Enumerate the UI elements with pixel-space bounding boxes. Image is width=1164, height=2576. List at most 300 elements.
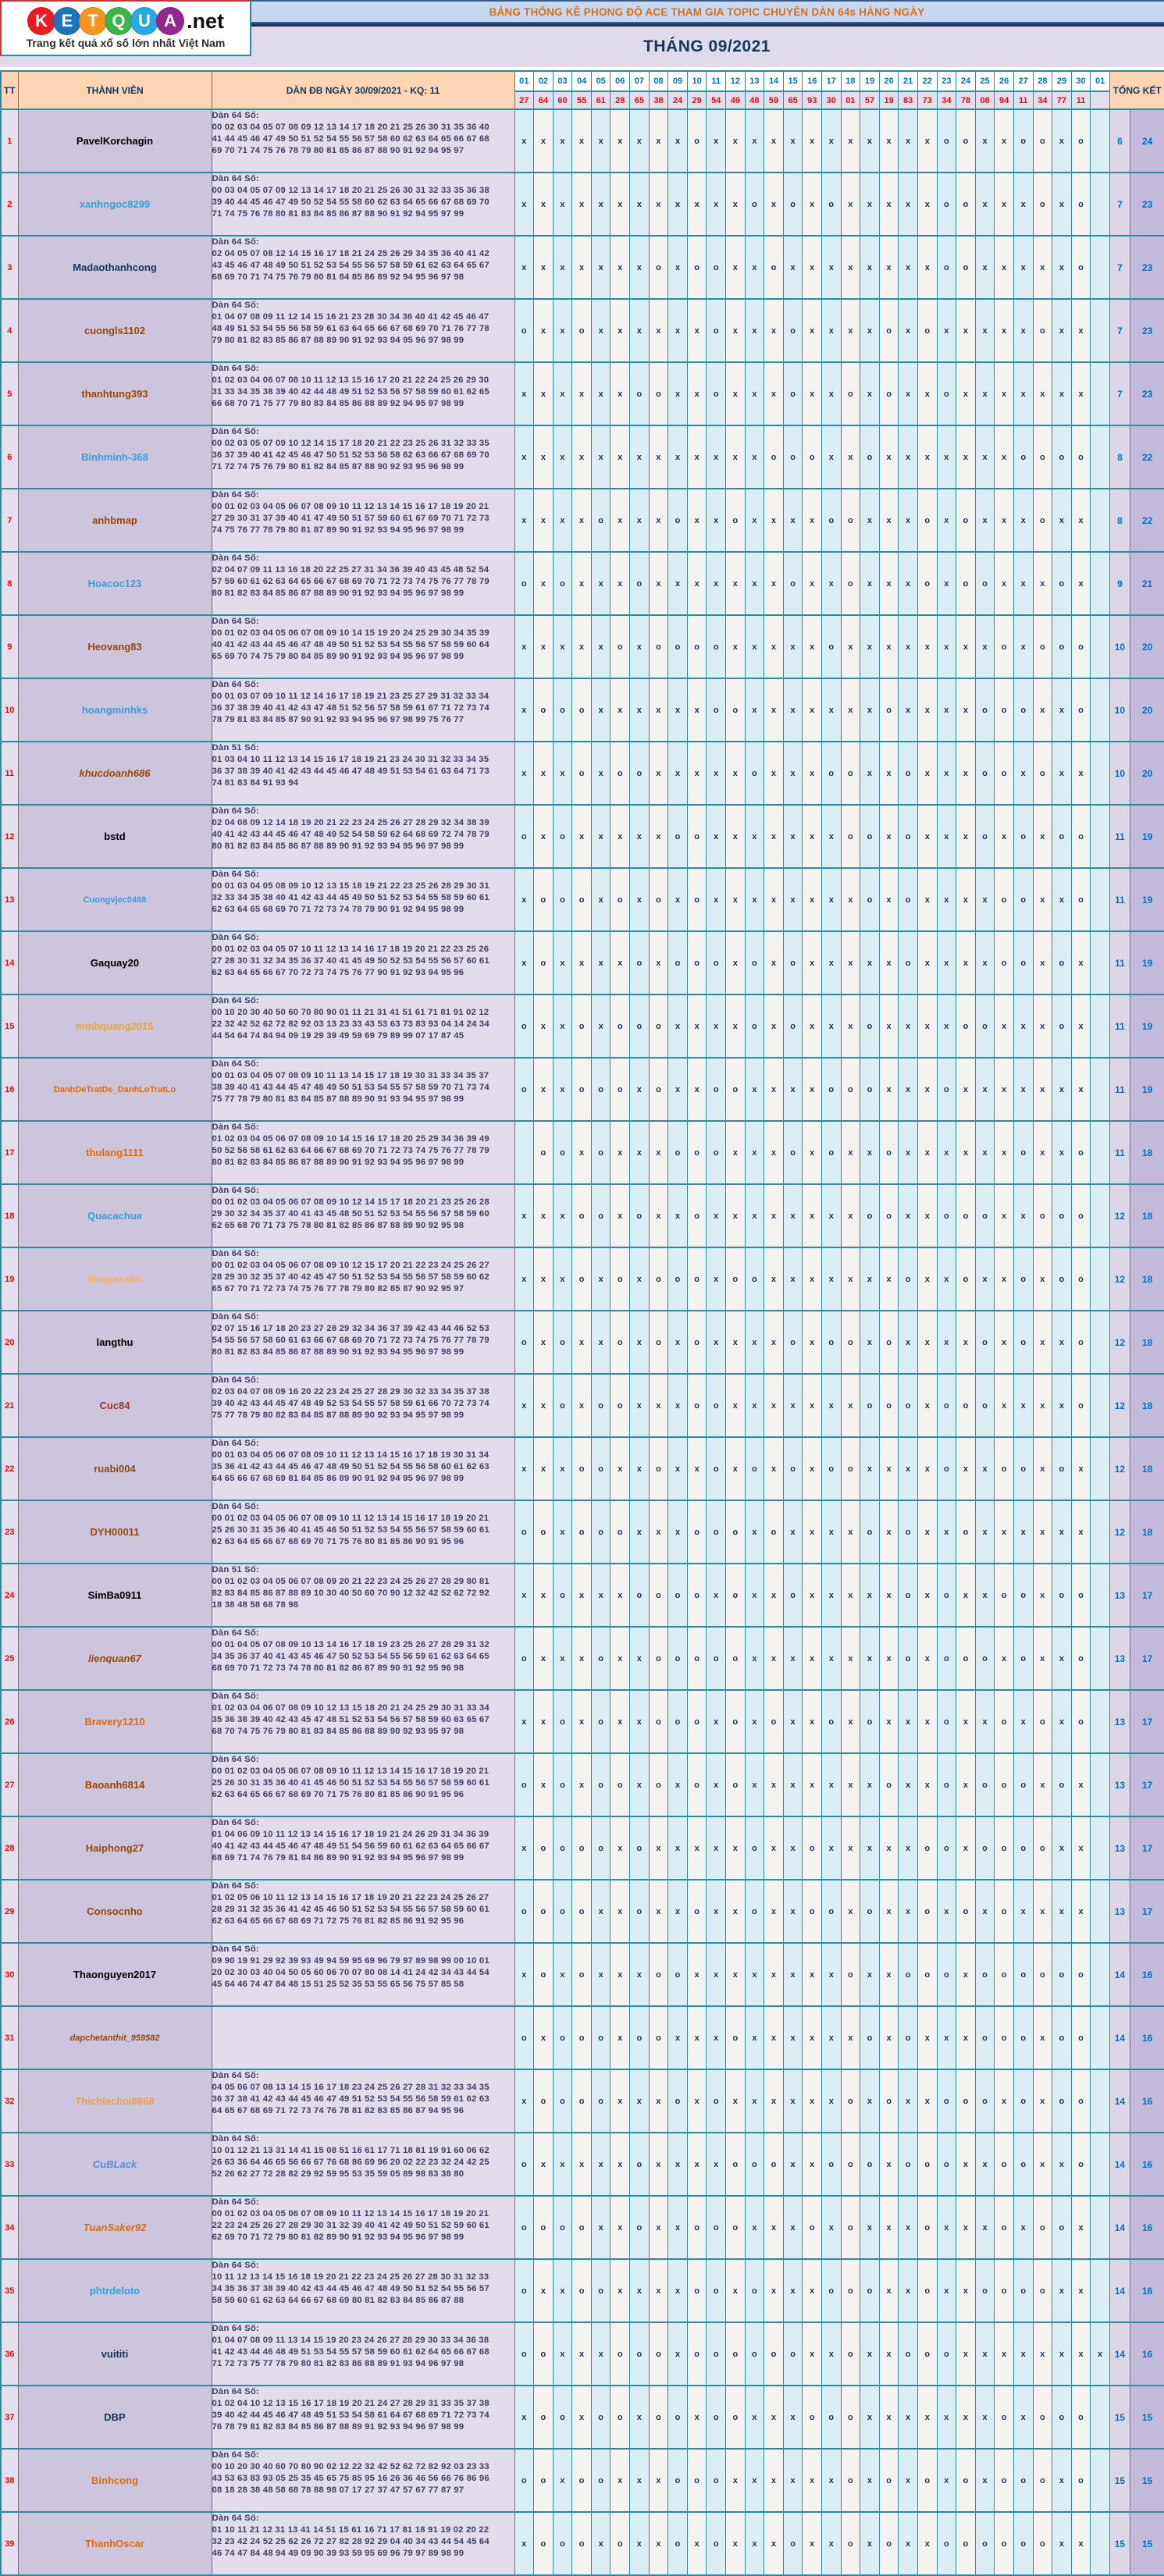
total-x-count: 20 <box>1130 742 1164 805</box>
day-mark: o <box>822 742 842 805</box>
day-mark: o <box>899 805 918 868</box>
day-mark: x <box>745 805 764 868</box>
dan-label: Dàn 64 Số: <box>212 2071 259 2080</box>
day-mark: o <box>1071 1690 1091 1753</box>
day-mark: o <box>917 1816 937 1880</box>
member-name[interactable]: minhquang2015 <box>18 994 212 1058</box>
day-mark: x <box>726 2259 746 2322</box>
member-name[interactable]: Naagasakii <box>18 1247 212 1311</box>
day-mark: x <box>630 678 650 742</box>
day-mark: o <box>937 362 956 425</box>
day-mark: x <box>917 2386 937 2449</box>
member-name[interactable]: SimBa0911 <box>18 1564 212 1627</box>
day-mark: x <box>975 2322 995 2386</box>
day-mark: x <box>822 1500 842 1564</box>
day-mark: x <box>707 2133 726 2196</box>
day-mark: x <box>591 1943 610 2006</box>
day-mark: x <box>1013 1690 1033 1753</box>
day-mark: x <box>534 2259 554 2322</box>
day-mark: o <box>1013 678 1033 742</box>
dan-line: 74 81 83 84 91 93 94 <box>212 778 299 788</box>
dan-line: 71 72 73 75 77 78 79 80 81 82 83 86 88 89 91 93 94 96 97 98 <box>212 2359 465 2368</box>
total-x-count: 23 <box>1130 362 1164 425</box>
day-mark: x <box>630 489 650 552</box>
day-mark: o <box>860 805 880 868</box>
member-name[interactable]: DBP <box>18 2386 212 2449</box>
day-mark: o <box>995 1437 1014 1500</box>
day-mark: x <box>879 2196 899 2259</box>
member-name[interactable]: Hoacoc123 <box>18 552 212 615</box>
member-name[interactable]: thulang1111 <box>18 1121 212 1184</box>
dan-line: 68 69 70 71 74 75 76 79 80 81 84 85 86 89 92 94 95 96 97 98 <box>212 272 465 282</box>
day-mark: o <box>630 1880 650 1943</box>
daily-result: 60 <box>553 91 572 109</box>
daily-result: 34 <box>1033 91 1052 109</box>
member-name[interactable]: xanhngoc8299 <box>18 173 212 236</box>
dan-line: 69 70 71 74 75 76 78 79 80 81 85 86 87 88 90 91 92 94 95 97 <box>212 146 465 155</box>
day-mark: x <box>726 1437 746 1500</box>
day-mark: x <box>803 2322 822 2386</box>
day-mark: o <box>841 2512 860 2575</box>
day-mark: x <box>879 2259 899 2322</box>
day-mark: o <box>707 615 726 678</box>
dan-line: 00 01 03 04 05 06 07 08 09 10 11 12 13 14 15 16 17 18 19 30 31 34 <box>212 1450 489 1460</box>
day-mark: o <box>514 2449 534 2512</box>
member-name[interactable]: Cuongvjec0488 <box>18 868 212 931</box>
table-row <box>1 1374 1164 1437</box>
day-mark: x <box>745 362 764 425</box>
total-x-count: 18 <box>1130 1500 1164 1564</box>
dan-line: 22 32 42 52 62 72 82 92 03 13 23 33 43 53 63 73 83 93 04 14 24 34 <box>212 1019 489 1029</box>
day-mark: x <box>668 742 688 805</box>
day-mark: x <box>860 1753 880 1816</box>
day-mark: o <box>1052 931 1072 994</box>
day-mark: x <box>572 425 592 489</box>
day-mark: x <box>975 1690 995 1753</box>
day-mark: o <box>956 173 976 236</box>
day-mark: x <box>649 678 668 742</box>
day-mark: x <box>668 2006 688 2069</box>
day-mark: x <box>630 1627 650 1690</box>
day-mark: x <box>591 2133 610 2196</box>
day-mark: x <box>975 1121 995 1184</box>
day-mark: o <box>687 1690 707 1753</box>
day-mark: o <box>899 2133 918 2196</box>
member-name[interactable]: Madaothanhcong <box>18 236 212 299</box>
day-mark: x <box>822 425 842 489</box>
day-mark <box>1091 2512 1110 2575</box>
member-name[interactable]: Thichlachoi8868 <box>18 2069 212 2133</box>
member-name[interactable]: bstd <box>18 805 212 868</box>
day-mark: o <box>1071 2449 1091 2512</box>
day-mark: x <box>572 805 592 868</box>
day-header: 10 <box>687 71 707 91</box>
day-mark: o <box>879 1311 899 1374</box>
day-mark: x <box>975 615 995 678</box>
member-name[interactable]: Heovang83 <box>18 615 212 678</box>
day-mark: o <box>995 2449 1014 2512</box>
day-mark: x <box>707 173 726 236</box>
dan-line: 36 37 38 39 40 41 42 43 44 45 46 47 48 49 51 53 54 61 63 64 71 73 <box>212 767 489 776</box>
day-mark: x <box>745 1121 764 1184</box>
day-mark: x <box>783 1880 803 1943</box>
day-mark: o <box>668 489 688 552</box>
member-name[interactable]: Haiphong27 <box>18 1816 212 1880</box>
table-row <box>1 1880 1164 1943</box>
day-mark: x <box>745 1943 764 2006</box>
total-x-count: 23 <box>1130 173 1164 236</box>
total-x-count: 16 <box>1130 2196 1164 2259</box>
day-mark: x <box>707 425 726 489</box>
day-mark: o <box>687 2322 707 2386</box>
day-mark: o <box>1013 1437 1033 1500</box>
day-header: 13 <box>745 71 764 91</box>
member-name[interactable]: hoangminhks <box>18 678 212 742</box>
number-set <box>212 552 514 615</box>
dan-line: 41 42 43 44 46 48 49 51 53 54 55 57 58 59 60 61 62 64 65 66 67 68 <box>212 2347 489 2357</box>
day-mark: x <box>534 1564 554 1627</box>
total-o-count: 11 <box>1109 994 1130 1058</box>
day-mark: x <box>917 1247 937 1311</box>
day-mark: o <box>707 2449 726 2512</box>
daily-result: 11 <box>1013 91 1033 109</box>
day-mark: o <box>937 1184 956 1247</box>
day-mark: x <box>764 1121 784 1184</box>
day-mark: x <box>1071 742 1091 805</box>
day-mark: x <box>630 1437 650 1500</box>
dan-line: 01 02 05 06 10 11 12 13 14 15 16 17 18 19 20 21 22 23 24 25 26 27 <box>212 1893 489 1902</box>
member-name[interactable]: Consocnho <box>18 1880 212 1943</box>
day-mark: x <box>726 805 746 868</box>
day-mark: x <box>707 1816 726 1880</box>
day-mark: x <box>534 1627 554 1690</box>
day-mark: x <box>630 1943 650 2006</box>
member-name[interactable]: ThanhOscar <box>18 2512 212 2575</box>
day-mark: x <box>783 489 803 552</box>
day-mark: x <box>668 1500 688 1564</box>
row-index: 7 <box>1 489 18 552</box>
table-row <box>1 552 1164 615</box>
total-x-count: 17 <box>1130 1627 1164 1690</box>
member-name[interactable]: phtrdeloto <box>18 2259 212 2322</box>
total-x-count: 15 <box>1130 2386 1164 2449</box>
member-name[interactable]: cuongls1102 <box>18 299 212 362</box>
day-mark: x <box>841 994 860 1058</box>
day-mark: o <box>956 1184 976 1247</box>
col-header-tt: TT <box>1 71 18 109</box>
day-mark: x <box>707 2006 726 2069</box>
day-mark: x <box>687 2512 707 2575</box>
day-mark: x <box>610 2133 630 2196</box>
day-mark: o <box>879 2069 899 2133</box>
day-mark: x <box>803 1184 822 1247</box>
daily-result: 30 <box>822 91 842 109</box>
row-index: 6 <box>1 425 18 489</box>
day-mark: x <box>514 615 534 678</box>
daily-result: 08 <box>975 91 995 109</box>
day-mark: o <box>783 2512 803 2575</box>
member-name[interactable]: dapchetanthit_959582 <box>18 2006 212 2069</box>
day-mark: x <box>822 805 842 868</box>
day-mark: x <box>630 1121 650 1184</box>
day-mark: x <box>803 1500 822 1564</box>
day-mark: x <box>860 299 880 362</box>
total-o-count: 11 <box>1109 1121 1130 1184</box>
dan-line: 09 90 19 91 29 92 39 93 49 94 59 95 69 96 79 97 89 98 99 00 10 01 <box>212 1956 489 1966</box>
day-mark: x <box>803 2006 822 2069</box>
member-name[interactable]: ruabi004 <box>18 1437 212 1500</box>
member-name[interactable]: vuititi <box>18 2322 212 2386</box>
day-mark: x <box>937 2196 956 2259</box>
day-mark: x <box>956 1690 976 1753</box>
day-mark: o <box>860 1880 880 1943</box>
day-mark: x <box>860 1564 880 1627</box>
dan-line: 18 38 48 58 68 78 98 <box>212 1600 299 1610</box>
dan-line: 43 45 46 47 48 49 50 51 52 53 54 55 56 57 58 59 61 62 63 64 65 67 <box>212 261 489 270</box>
day-mark: x <box>514 1374 534 1437</box>
dan-line: 40 41 42 43 44 45 46 47 48 49 52 54 58 59 62 64 68 69 72 74 78 79 <box>212 830 489 839</box>
day-mark: o <box>514 552 534 615</box>
day-mark <box>1091 994 1110 1058</box>
day-mark: o <box>610 868 630 931</box>
day-header: 07 <box>630 71 650 91</box>
member-name[interactable]: DanhDeTratDe_DanhLoTratLo <box>18 1058 212 1121</box>
member-name[interactable]: anhbmap <box>18 489 212 552</box>
dan-line: 00 01 02 03 04 05 07 10 11 12 13 14 16 17 18 19 20 21 22 23 25 26 <box>212 945 489 954</box>
day-mark: x <box>591 615 610 678</box>
day-mark: x <box>822 362 842 425</box>
day-mark: o <box>649 1627 668 1690</box>
total-x-count: 16 <box>1130 2259 1164 2322</box>
row-index: 16 <box>1 1058 18 1121</box>
daily-result: 65 <box>783 91 803 109</box>
day-mark: x <box>649 1374 668 1437</box>
daily-result: 64 <box>534 91 554 109</box>
dan-line: 34 35 36 37 40 41 43 45 46 47 50 52 53 54 55 56 59 61 62 63 64 65 <box>212 1652 489 1661</box>
day-mark: x <box>630 236 650 299</box>
dan-label: Dàn 64 Số: <box>212 806 259 816</box>
day-mark: o <box>591 2386 610 2449</box>
day-mark: x <box>841 236 860 299</box>
day-mark: o <box>591 1690 610 1753</box>
day-mark: x <box>534 615 554 678</box>
dan-line: 01 02 03 04 05 06 07 08 09 10 14 15 16 17 18 20 25 29 34 36 39 49 <box>212 1134 489 1144</box>
day-mark: x <box>1071 552 1091 615</box>
day-mark: x <box>956 2133 976 2196</box>
day-mark: x <box>668 552 688 615</box>
day-mark: x <box>860 362 880 425</box>
dan-label: Dàn 64 Số: <box>212 1186 259 1195</box>
day-mark: x <box>975 299 995 362</box>
member-name[interactable]: TuanSaker92 <box>18 2196 212 2259</box>
day-mark: x <box>841 1564 860 1627</box>
day-mark: x <box>899 994 918 1058</box>
day-mark: x <box>822 109 842 173</box>
day-mark: x <box>975 2196 995 2259</box>
day-mark: o <box>553 2386 572 2449</box>
row-index: 38 <box>1 2449 18 2512</box>
day-mark: o <box>553 2006 572 2069</box>
day-mark: x <box>783 109 803 173</box>
member-name[interactable]: Binhcong <box>18 2449 212 2512</box>
member-name[interactable]: Baoanh6814 <box>18 1753 212 1816</box>
dan-line: 01 04 07 08 09 11 12 14 15 16 21 23 28 30 34 36 40 41 42 45 46 47 <box>212 312 489 322</box>
day-mark: o <box>917 2196 937 2259</box>
total-o-count: 8 <box>1109 489 1130 552</box>
dan-line: 68 69 71 74 76 79 81 84 86 89 90 91 92 93 94 95 96 97 98 99 <box>212 1853 465 1863</box>
member-name[interactable]: Gaquay20 <box>18 931 212 994</box>
day-header: 24 <box>956 71 976 91</box>
day-mark: o <box>783 173 803 236</box>
day-mark: x <box>975 1880 995 1943</box>
day-mark: x <box>572 1311 592 1374</box>
table-row <box>1 1627 1164 1690</box>
day-mark: x <box>591 678 610 742</box>
day-mark: o <box>1071 109 1091 173</box>
day-mark <box>1091 1247 1110 1311</box>
member-name[interactable]: Bravery1210 <box>18 1690 212 1753</box>
daily-result: 28 <box>610 91 630 109</box>
day-mark: o <box>841 2069 860 2133</box>
day-mark: o <box>572 678 592 742</box>
day-mark: o <box>899 1564 918 1627</box>
day-mark: x <box>514 1816 534 1880</box>
day-mark: x <box>1033 1121 1052 1184</box>
total-x-count: 17 <box>1130 1816 1164 1880</box>
day-mark: x <box>956 2196 976 2259</box>
logo-letter-icon: A <box>156 7 184 35</box>
day-mark: x <box>1052 489 1072 552</box>
day-mark: x <box>572 615 592 678</box>
member-name[interactable]: CuBLack <box>18 2133 212 2196</box>
day-mark: o <box>553 1816 572 1880</box>
day-mark: o <box>783 1437 803 1500</box>
day-mark: x <box>1033 994 1052 1058</box>
day-mark: o <box>917 552 937 615</box>
day-mark: x <box>764 805 784 868</box>
day-mark: x <box>917 1311 937 1374</box>
day-mark: x <box>917 805 937 868</box>
row-index: 11 <box>1 742 18 805</box>
day-mark: x <box>687 1816 707 1880</box>
day-mark: o <box>687 1121 707 1184</box>
table-row <box>1 173 1164 236</box>
day-mark: o <box>514 1500 534 1564</box>
day-mark: o <box>687 2259 707 2322</box>
day-mark: o <box>879 299 899 362</box>
day-mark: o <box>687 236 707 299</box>
daily-result: 61 <box>591 91 610 109</box>
table-row <box>1 2259 1164 2322</box>
day-mark: x <box>668 868 688 931</box>
day-mark: o <box>1033 489 1052 552</box>
day-mark: x <box>1033 1437 1052 1500</box>
member-name[interactable]: DYH00011 <box>18 1500 212 1564</box>
number-set <box>212 1943 514 2006</box>
day-mark: x <box>1052 1816 1072 1880</box>
day-mark: o <box>764 1690 784 1753</box>
day-mark: x <box>995 1058 1014 1121</box>
member-name[interactable]: langthu <box>18 1311 212 1374</box>
member-name[interactable]: Cuc84 <box>18 1374 212 1437</box>
day-mark: x <box>514 2512 534 2575</box>
day-mark: x <box>822 1943 842 2006</box>
day-mark: x <box>1013 2322 1033 2386</box>
day-mark: x <box>572 1121 592 1184</box>
day-mark: o <box>841 1437 860 1500</box>
day-mark: x <box>687 362 707 425</box>
day-mark: x <box>630 868 650 931</box>
day-mark: x <box>783 1184 803 1247</box>
day-mark: o <box>591 1058 610 1121</box>
daily-result: 59 <box>764 91 784 109</box>
member-name[interactable]: Thaonguyen2017 <box>18 1943 212 2006</box>
member-name[interactable]: PavelKorchagin <box>18 109 212 173</box>
total-o-count: 14 <box>1109 2196 1130 2259</box>
dan-label: Dàn 64 Số: <box>212 1502 259 1511</box>
table-row <box>1 678 1164 742</box>
dan-line: 00 02 03 04 05 07 08 09 12 13 14 17 18 20 21 25 26 30 31 35 36 40 <box>212 123 489 132</box>
row-index: 4 <box>1 299 18 362</box>
total-x-count: 16 <box>1130 2322 1164 2386</box>
day-mark: o <box>687 1374 707 1437</box>
day-header: 18 <box>841 71 860 91</box>
day-mark: x <box>1033 2322 1052 2386</box>
day-mark: o <box>534 678 554 742</box>
day-mark: o <box>610 1753 630 1816</box>
day-mark <box>1091 742 1110 805</box>
day-mark: x <box>975 2133 995 2196</box>
day-mark: x <box>572 1627 592 1690</box>
day-mark: o <box>1013 1311 1033 1374</box>
member-name[interactable]: khucdoanh686 <box>18 742 212 805</box>
day-mark: o <box>937 1690 956 1753</box>
day-mark: o <box>591 1816 610 1880</box>
dan-line: 00 02 03 05 07 09 10 12 14 15 17 18 20 21 22 23 25 26 31 32 33 35 <box>212 439 489 448</box>
day-mark: x <box>783 805 803 868</box>
day-mark: x <box>649 1184 668 1247</box>
day-mark: x <box>572 1753 592 1816</box>
day-mark: o <box>841 2322 860 2386</box>
day-mark: o <box>803 2386 822 2449</box>
member-name[interactable]: Quacachua <box>18 1184 212 1247</box>
day-mark: x <box>591 931 610 994</box>
dan-label: Dàn 51 Số: <box>212 1565 259 1574</box>
member-name[interactable]: thanhtung393 <box>18 362 212 425</box>
day-mark: x <box>803 1753 822 1816</box>
day-mark: o <box>937 1374 956 1437</box>
day-mark: x <box>610 236 630 299</box>
member-name[interactable]: Binhminh-368 <box>18 425 212 489</box>
day-mark: x <box>649 1880 668 1943</box>
day-mark: x <box>764 1437 784 1500</box>
dan-line: 04 05 06 07 08 13 14 15 16 17 18 23 24 25 26 27 28 31 32 33 34 35 <box>212 2083 489 2092</box>
day-mark: x <box>937 552 956 615</box>
dan-line: 57 59 60 61 62 63 64 65 66 67 68 69 70 71 72 73 74 75 76 77 78 79 <box>212 577 489 586</box>
day-mark: x <box>553 362 572 425</box>
day-mark: x <box>1052 742 1072 805</box>
table-row <box>1 2069 1164 2133</box>
table-row <box>1 1816 1164 1880</box>
day-mark: x <box>687 2386 707 2449</box>
day-mark: o <box>1071 868 1091 931</box>
site-logo[interactable] <box>0 0 251 56</box>
dan-line: 31 33 34 35 38 39 40 42 44 48 49 51 52 53 56 57 58 59 60 61 62 65 <box>212 387 489 397</box>
day-mark: o <box>764 2322 784 2386</box>
member-name[interactable]: lienquan67 <box>18 1627 212 1690</box>
day-mark: o <box>745 2322 764 2386</box>
day-mark: o <box>1052 2069 1072 2133</box>
